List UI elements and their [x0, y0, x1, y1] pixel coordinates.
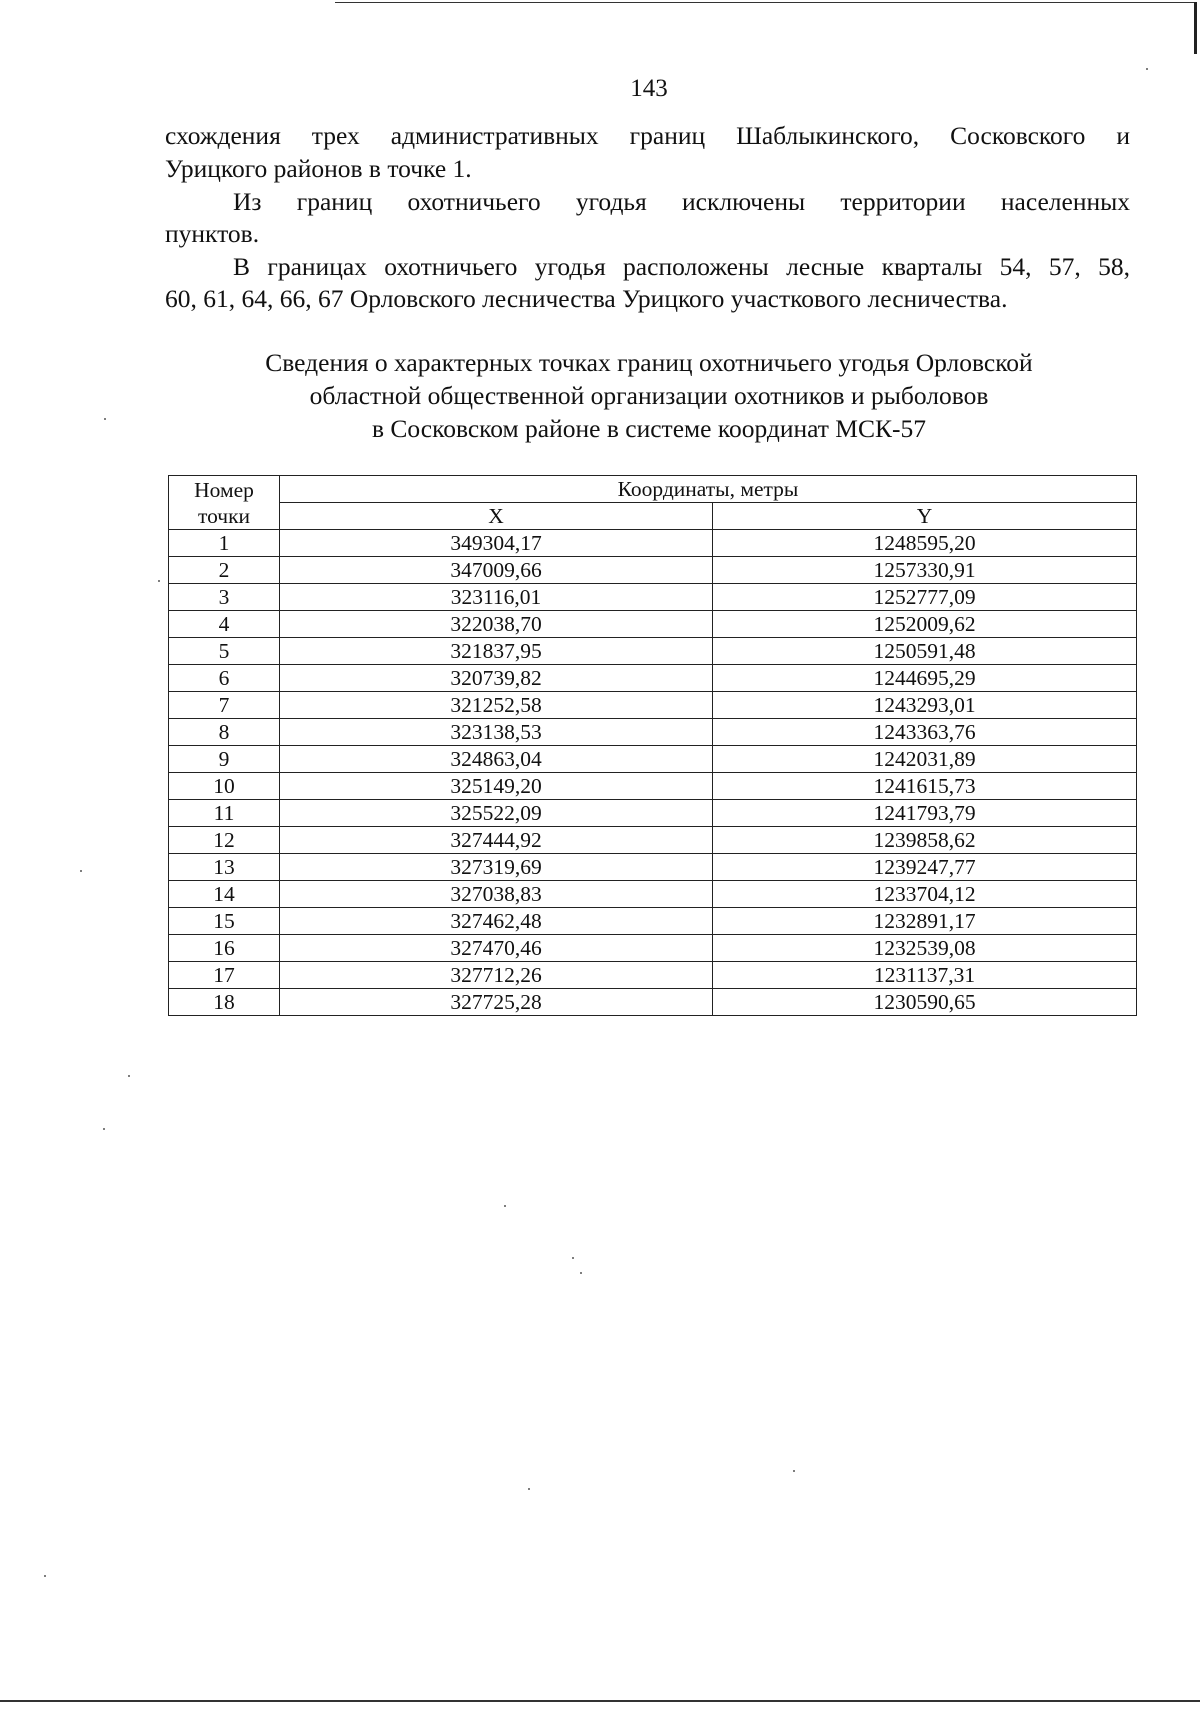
scan-speck: [104, 418, 106, 420]
x-cell: 327470,46: [280, 935, 713, 962]
table-row: [169, 935, 1137, 962]
table-row: [169, 989, 1137, 1016]
y-cell: 1239858,62: [713, 827, 1137, 854]
table-row: [169, 611, 1137, 638]
y-cell: 1242031,89: [713, 746, 1137, 773]
table-caption-line-2: областной общественной организации охотников и рыболовов: [309, 381, 989, 410]
y-cell: 1257330,91: [713, 557, 1137, 584]
header-point-number-line-2: точки: [197, 503, 251, 528]
y-cell: 1232891,17: [713, 908, 1137, 935]
scan-speck: [158, 580, 160, 582]
x-cell: 347009,66: [280, 557, 713, 584]
x-cell: 325149,20: [280, 773, 713, 800]
page-number: 143: [630, 75, 668, 102]
y-cell: 1250591,48: [713, 638, 1137, 665]
y-cell: 1252009,62: [713, 611, 1137, 638]
scan-speck: [580, 1272, 582, 1274]
x-cell: 327712,26: [280, 962, 713, 989]
y-cell: 1231137,31: [713, 962, 1137, 989]
table-subheader-row: [169, 503, 1137, 530]
point-number-cell: 18: [169, 989, 280, 1016]
y-cell: 1233704,12: [713, 881, 1137, 908]
scan-speck: [504, 1205, 506, 1207]
body-line-1: схождения трех административных границ Шаблыкинского, Сосковского и: [165, 121, 1130, 150]
x-cell: 321837,95: [280, 638, 713, 665]
x-cell: 320739,82: [280, 665, 713, 692]
scan-speck: [1146, 68, 1148, 70]
x-cell: 327462,48: [280, 908, 713, 935]
point-number-cell: 1: [169, 530, 280, 557]
x-cell: 325522,09: [280, 800, 713, 827]
point-number-cell: 10: [169, 773, 280, 800]
point-number-cell: 15: [169, 908, 280, 935]
table-row: [169, 665, 1137, 692]
table-header-row: [169, 476, 1137, 503]
point-number-cell: 16: [169, 935, 280, 962]
table-row: [169, 881, 1137, 908]
x-cell: 327725,28: [280, 989, 713, 1016]
table-caption-line-3: в Сосковском районе в системе координат МСК-57: [372, 414, 926, 443]
point-number-cell: 11: [169, 800, 280, 827]
scan-top-border: [335, 2, 1195, 3]
y-cell: 1232539,08: [713, 935, 1137, 962]
y-cell: 1239247,77: [713, 854, 1137, 881]
x-cell: 322038,70: [280, 611, 713, 638]
table-row: [169, 962, 1137, 989]
scan-speck: [80, 870, 82, 872]
coordinates-table: [168, 475, 1137, 1016]
point-number-cell: 14: [169, 881, 280, 908]
table-row: [169, 827, 1137, 854]
table-row: [169, 854, 1137, 881]
point-number-cell: 3: [169, 584, 280, 611]
x-cell: 327038,83: [280, 881, 713, 908]
point-number-cell: 9: [169, 746, 280, 773]
x-cell: 323116,01: [280, 584, 713, 611]
scan-speck: [793, 1470, 795, 1472]
table-row: [169, 908, 1137, 935]
table-row: [169, 773, 1137, 800]
header-y: Y: [713, 503, 1137, 530]
header-point-number: [169, 476, 280, 530]
scan-speck: [103, 1128, 105, 1130]
header-coordinates: Координаты, метры: [280, 476, 1137, 503]
header-x: X: [280, 503, 713, 530]
y-cell: 1244695,29: [713, 665, 1137, 692]
x-cell: 321252,58: [280, 692, 713, 719]
point-number-cell: 8: [169, 719, 280, 746]
body-line-2: Урицкого районов в точке 1.: [165, 154, 472, 183]
x-cell: 327444,92: [280, 827, 713, 854]
table-row: [169, 746, 1137, 773]
scan-speck: [128, 1075, 130, 1077]
table-caption-line-1: Сведения о характерных точках границ охотничьего угодья Орловской: [265, 348, 1033, 377]
x-cell: 327319,69: [280, 854, 713, 881]
point-number-cell: 17: [169, 962, 280, 989]
scan-bottom-border: [0, 1700, 1200, 1702]
scan-speck: [528, 1488, 530, 1490]
table-row: [169, 557, 1137, 584]
point-number-cell: 6: [169, 665, 280, 692]
table-row: [169, 584, 1137, 611]
body-line-4: пунктов.: [165, 219, 260, 248]
scan-speck: [572, 1257, 574, 1259]
point-number-cell: 7: [169, 692, 280, 719]
header-point-number-line-1: Номер: [194, 477, 254, 502]
table-row: [169, 719, 1137, 746]
x-cell: 323138,53: [280, 719, 713, 746]
point-number-cell: 13: [169, 854, 280, 881]
point-number-cell: 5: [169, 638, 280, 665]
body-line-5: В границах охотничьего угодья расположены лесные кварталы 54, 57, 58,: [233, 252, 1130, 281]
x-cell: 324863,04: [280, 746, 713, 773]
y-cell: 1230590,65: [713, 989, 1137, 1016]
scan-right-border: [1194, 2, 1197, 54]
y-cell: 1243363,76: [713, 719, 1137, 746]
body-line-3: Из границ охотничьего угодья исключены территории населенных: [233, 187, 1130, 216]
body-line-6: 60, 61, 64, 66, 67 Орловского лесничества Урицкого участкового лесничества.: [165, 284, 1008, 313]
x-cell: 349304,17: [280, 530, 713, 557]
scan-speck: [44, 1575, 46, 1577]
table-row: [169, 800, 1137, 827]
point-number-cell: 12: [169, 827, 280, 854]
table-row: [169, 692, 1137, 719]
table-row: [169, 530, 1137, 557]
point-number-cell: 4: [169, 611, 280, 638]
y-cell: 1248595,20: [713, 530, 1137, 557]
y-cell: 1252777,09: [713, 584, 1137, 611]
table-row: [169, 638, 1137, 665]
y-cell: 1241615,73: [713, 773, 1137, 800]
point-number-cell: 2: [169, 557, 280, 584]
y-cell: 1243293,01: [713, 692, 1137, 719]
y-cell: 1241793,79: [713, 800, 1137, 827]
